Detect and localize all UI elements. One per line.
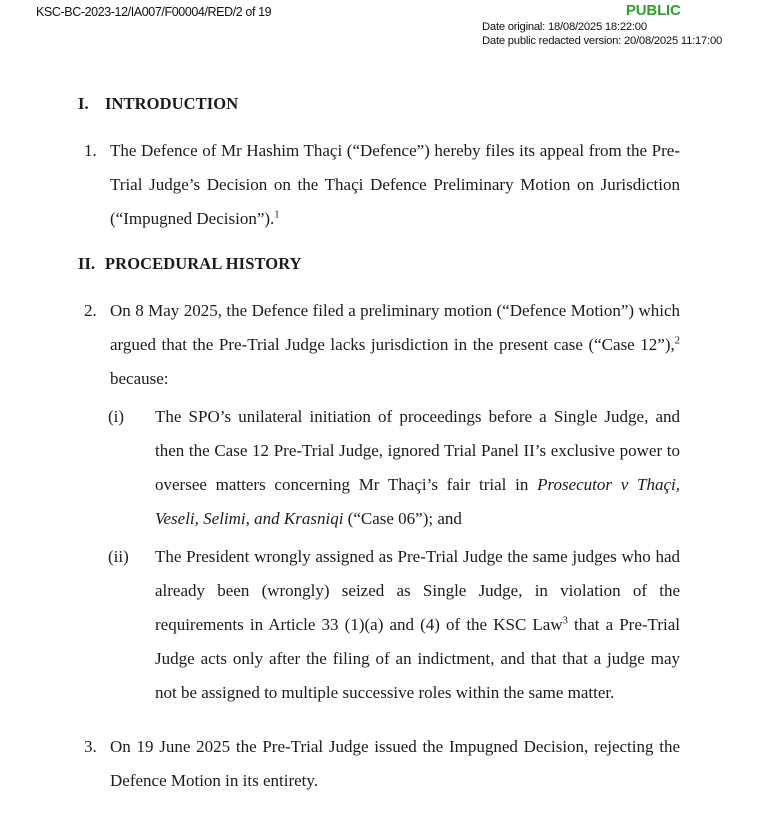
classification-badge: PUBLIC bbox=[626, 2, 681, 19]
paragraph-3 bbox=[84, 730, 680, 798]
subparagraph-i bbox=[108, 400, 680, 536]
subparagraph-ii-tail: that a Pre-Trial Judge acts only after the filing of an indictment, and that that a judge may not be assigned to multiple successive roles within the same matter. bbox=[155, 615, 680, 702]
subparagraph-label: (ii) bbox=[108, 547, 129, 566]
paragraph-2-body: On 8 May 2025, the Defence filed a preliminary motion (“Defence Motion”) which argued that the Pre-Trial Judge lacks jurisdiction in the present case (“Case 12”), bbox=[110, 301, 680, 354]
subparagraph-text bbox=[155, 400, 680, 536]
subparagraph-text bbox=[155, 540, 680, 710]
case-reference: KSC-BC-2023-12/IA007/F00004/RED/2 of 19 bbox=[36, 5, 272, 19]
section-title: INTRODUCTION bbox=[105, 94, 239, 113]
paragraph-text bbox=[110, 134, 680, 236]
subparagraph-label: (i) bbox=[108, 407, 125, 426]
date-block bbox=[482, 20, 722, 48]
paragraph-text bbox=[110, 294, 680, 396]
paragraph-2 bbox=[84, 294, 680, 396]
paragraph-number: 3. bbox=[84, 737, 97, 756]
subparagraph-ii-body: The President wrongly assigned as Pre-Trial Judge the same judges who had already been (wrongly) seized as Single Judge, in violation of the requirements in Article 33 (1)(a) and (4) of the KSC Law bbox=[155, 547, 680, 634]
section-title: PROCEDURAL HISTORY bbox=[105, 254, 302, 273]
section-heading-introduction bbox=[78, 94, 680, 114]
section-heading-procedural-history bbox=[78, 254, 680, 274]
footnote-ref-2: 2 bbox=[674, 335, 680, 347]
section-numeral: II. bbox=[78, 254, 96, 273]
paragraph-1 bbox=[84, 134, 680, 236]
subparagraph-ii bbox=[108, 540, 680, 710]
date-original: Date original: 18/08/2025 18:22:00 bbox=[482, 21, 647, 33]
paragraph-3-body: On 19 June 2025 the Pre-Trial Judge issued the Impugned Decision, rejecting the Defence Motion in its entirety. bbox=[110, 737, 680, 790]
case-name-italic: Prosecutor v Thaçi, Veseli, Selimi, and Krasniqi bbox=[155, 475, 681, 528]
paragraph-1-body: The Defence of Mr Hashim Thaçi (“Defence”) hereby files its appeal from the Pre-Trial Judge’s Decision on the Thaçi Defence Preliminary Motion on Jurisdiction (“Impugned Decision”). bbox=[110, 141, 680, 228]
subparagraph-i-tail: (“Case 06”); and bbox=[343, 509, 462, 528]
date-public-redacted: Date public redacted version: 20/08/2025 11:17:00 bbox=[482, 35, 723, 47]
footnote-ref-1: 1 bbox=[274, 209, 280, 221]
footnote-ref-3: 3 bbox=[562, 615, 568, 627]
section-numeral: I. bbox=[78, 94, 89, 113]
document-header bbox=[0, 0, 773, 60]
document-body bbox=[0, 94, 773, 798]
subparagraph-i-body: The SPO’s unilateral initiation of proceedings before a Single Judge, and then the Case 12 Pre-Trial Judge, ignored Trial Panel II’s exclusive power to oversee matters concerning Mr Thaçi’s fair trial in bbox=[155, 407, 680, 494]
paragraph-2-tail: because: bbox=[110, 369, 169, 388]
paragraph-number: 1. bbox=[84, 141, 97, 160]
paragraph-text bbox=[110, 730, 680, 798]
paragraph-number: 2. bbox=[84, 301, 97, 320]
